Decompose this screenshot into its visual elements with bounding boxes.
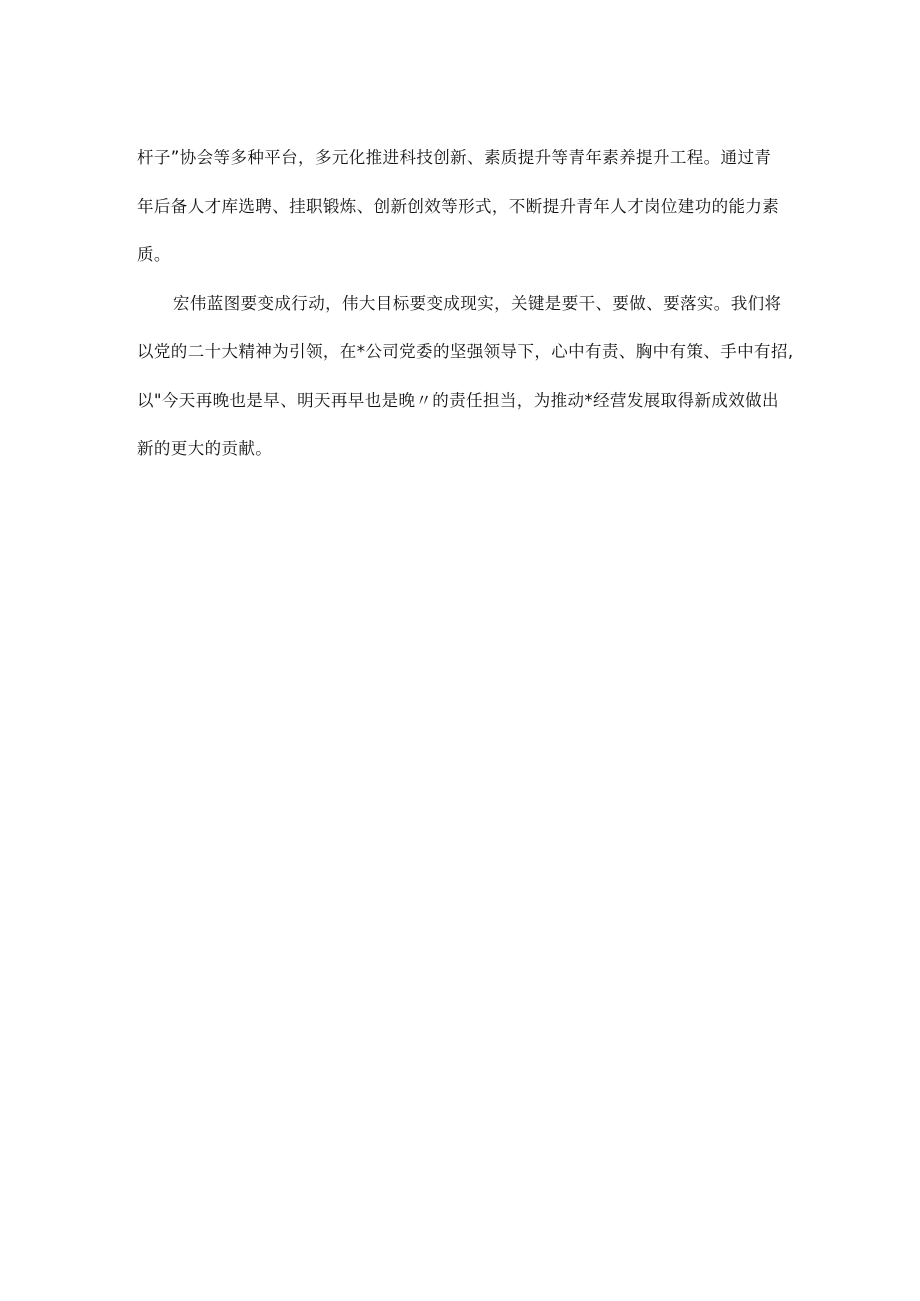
- paragraph-1-line-1: 杆子”协会等多种平台，多元化推进科技创新、素质提升等青年素养提升工程。通过青: [137, 148, 772, 167]
- paragraph-1-line-3: 质。: [137, 245, 171, 264]
- paragraph-2: [137, 286, 797, 480]
- paragraph-1-line-2: 年后备人才库选聘、挂职锻炼、创新创效等形式，不断提升青年人才岗位建功的能力素: [137, 196, 780, 216]
- paragraph-2-line-2: 以党的二十大精神为引领，在*公司党委的坚强领导下，心中有责、胸中有策、手中有招,: [137, 342, 794, 361]
- document-body: [137, 140, 797, 480]
- paragraph-2-line-4: 新的更大的贡献。: [137, 439, 273, 458]
- paragraph-2-line-1: 宏伟蓝图要变成行动，伟大目标要变成现实，关键是要干、要做、要落实。我们将: [173, 293, 782, 313]
- paragraph-1: [137, 140, 797, 286]
- paragraph-2-line-3: 以"今天再晚也是早、明天再早也是晚〃的责任担当，为推动*经营发展取得新成效做出: [137, 390, 779, 410]
